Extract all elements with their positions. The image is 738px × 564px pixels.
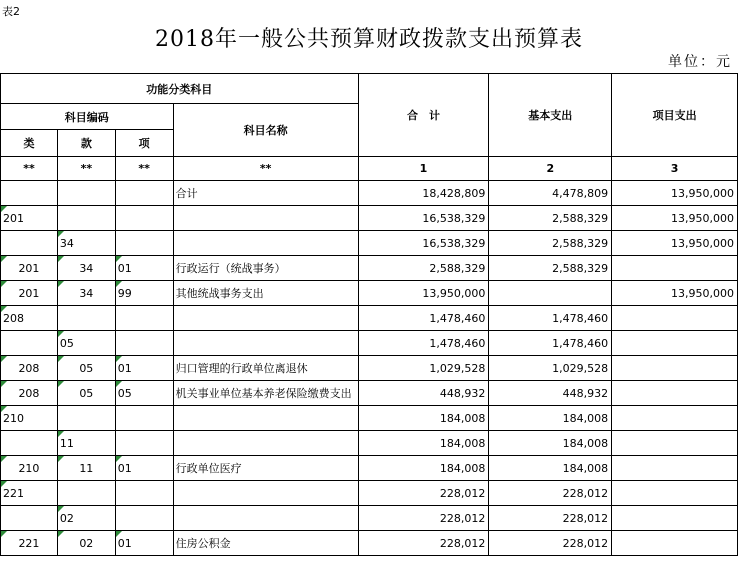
cell-text: 2,588,329 (552, 236, 609, 250)
text-number-flag-icon (58, 281, 64, 287)
text-number-flag-icon (116, 356, 122, 362)
cell-text: 13,950,000 (671, 236, 734, 250)
cell-project (612, 181, 738, 206)
cell-total (358, 381, 489, 406)
cell-xiang (115, 431, 173, 456)
cell-basic (489, 381, 612, 406)
cell-text: 448,932 (439, 386, 486, 400)
cell-total (358, 256, 489, 281)
cell-kuan (57, 331, 115, 356)
cell-xiang (115, 356, 173, 381)
cell-text: 归口管理的行政单位离退休 (175, 362, 308, 375)
cell-text: 13,950,000 (422, 286, 486, 300)
cell-text: 99 (117, 286, 132, 300)
cell-basic (489, 506, 612, 531)
header-kuan: 款 (57, 130, 115, 157)
text-number-flag-icon (58, 381, 64, 387)
cell-text: 01 (117, 361, 132, 375)
cell-total (358, 331, 489, 356)
cell-lei (1, 181, 58, 206)
cell-text: 184,008 (439, 461, 486, 475)
cell-project (612, 281, 738, 306)
cell-name (173, 531, 358, 556)
cell-text: 184,008 (562, 461, 609, 475)
cell-total (358, 406, 489, 431)
cell-lei (1, 331, 58, 356)
cell-project (612, 381, 738, 406)
star-lei: ** (1, 157, 58, 181)
cell-kuan (57, 231, 115, 256)
cell-project (612, 306, 738, 331)
star-name: ** (173, 157, 358, 181)
budget-table (0, 73, 738, 556)
cell-project (612, 356, 738, 381)
cell-name (173, 306, 358, 331)
cell-kuan (57, 456, 115, 481)
cell-lei (1, 406, 58, 431)
cell-total (358, 431, 489, 456)
cell-kuan (57, 406, 115, 431)
cell-basic (489, 231, 612, 256)
cell-text: 228,012 (439, 536, 486, 550)
text-number-flag-icon (58, 356, 64, 362)
cell-basic (489, 331, 612, 356)
cell-xiang (115, 306, 173, 331)
cell-text: 201 (18, 261, 40, 275)
cell-total (358, 481, 489, 506)
cell-project (612, 331, 738, 356)
cell-text: 1,478,460 (429, 311, 486, 325)
cell-lei (1, 356, 58, 381)
cell-basic (489, 481, 612, 506)
text-number-flag-icon (1, 356, 7, 362)
cell-project (612, 506, 738, 531)
cell-text: 184,008 (562, 411, 609, 425)
cell-basic (489, 181, 612, 206)
cell-name (173, 431, 358, 456)
cell-project (612, 406, 738, 431)
table-row (1, 256, 738, 281)
cell-text: 210 (18, 461, 40, 475)
text-number-flag-icon (1, 206, 7, 212)
text-number-flag-icon (1, 406, 7, 412)
table-row (1, 506, 738, 531)
text-number-flag-icon (116, 381, 122, 387)
cell-text: 210 (3, 411, 24, 425)
cell-text: 208 (18, 361, 40, 375)
cell-xiang (115, 281, 173, 306)
cell-text: 184,008 (439, 436, 486, 450)
header-project: 项目支出 (612, 74, 738, 157)
text-number-flag-icon (58, 456, 64, 462)
cell-xiang (115, 406, 173, 431)
col-number-3: 3 (612, 157, 738, 181)
cell-lei (1, 481, 58, 506)
table-row (1, 481, 738, 506)
cell-project (612, 256, 738, 281)
cell-basic (489, 281, 612, 306)
cell-kuan (57, 306, 115, 331)
text-number-flag-icon (1, 256, 7, 262)
cell-text: 01 (117, 461, 132, 475)
cell-project (612, 231, 738, 256)
cell-basic (489, 306, 612, 331)
cell-name (173, 231, 358, 256)
page-title: 2018年一般公共预算财政拨款支出预算表 (155, 27, 583, 52)
cell-project (612, 481, 738, 506)
table-row (1, 206, 738, 231)
cell-text: 16,538,329 (422, 211, 486, 225)
cell-project (612, 431, 738, 456)
text-number-flag-icon (116, 256, 122, 262)
header-xiang: 项 (115, 130, 173, 157)
header-basic: 基本支出 (489, 74, 612, 157)
table-row (1, 181, 738, 206)
cell-text: 1,478,460 (552, 336, 609, 350)
table-number: 表2 (2, 5, 20, 18)
cell-lei (1, 381, 58, 406)
header-name: 科目名称 (173, 104, 358, 157)
col-number-2: 2 (489, 157, 612, 181)
cell-text: 34 (79, 261, 94, 275)
cell-text: 11 (59, 436, 74, 450)
cell-text: 01 (117, 261, 132, 275)
star-kuan: ** (57, 157, 115, 181)
cell-text: 13,950,000 (671, 211, 734, 225)
cell-text: 其他统战事务支出 (175, 287, 264, 300)
header-total: 合 计 (358, 74, 489, 157)
cell-text: 行政单位医疗 (175, 462, 242, 475)
table-row (1, 306, 738, 331)
cell-name (173, 181, 358, 206)
cell-name (173, 331, 358, 356)
text-number-flag-icon (116, 281, 122, 287)
cell-text: 02 (59, 511, 74, 525)
text-number-flag-icon (1, 381, 7, 387)
cell-kuan (57, 256, 115, 281)
cell-text: 05 (79, 386, 94, 400)
cell-project (612, 456, 738, 481)
table-row (1, 456, 738, 481)
cell-text: 13,950,000 (671, 186, 734, 200)
table-row (1, 406, 738, 431)
cell-text: 13,950,000 (671, 286, 734, 300)
table-row (1, 281, 738, 306)
cell-text: 201 (3, 211, 24, 225)
cell-text: 1,029,528 (552, 361, 609, 375)
text-number-flag-icon (1, 531, 7, 537)
cell-project (612, 206, 738, 231)
cell-text: 221 (3, 486, 24, 500)
cell-lei (1, 456, 58, 481)
header-func: 功能分类科目 (1, 74, 359, 104)
cell-text: 16,538,329 (422, 236, 486, 250)
star-xiang: ** (115, 157, 173, 181)
cell-basic (489, 431, 612, 456)
cell-text: 184,008 (439, 411, 486, 425)
cell-total (358, 181, 489, 206)
cell-text: 2,588,329 (552, 261, 609, 275)
cell-text: 机关事业单位基本养老保险缴费支出 (175, 387, 352, 400)
cell-xiang (115, 206, 173, 231)
text-number-flag-icon (58, 431, 64, 437)
cell-xiang (115, 381, 173, 406)
cell-text: 11 (79, 461, 94, 475)
cell-basic (489, 456, 612, 481)
cell-text: 18,428,809 (422, 186, 486, 200)
text-number-flag-icon (116, 531, 122, 537)
cell-lei (1, 256, 58, 281)
text-number-flag-icon (58, 331, 64, 337)
cell-name (173, 506, 358, 531)
cell-xiang (115, 506, 173, 531)
cell-kuan (57, 431, 115, 456)
cell-name (173, 406, 358, 431)
text-number-flag-icon (58, 506, 64, 512)
cell-kuan (57, 381, 115, 406)
cell-text: 228,012 (562, 511, 609, 525)
cell-xiang (115, 181, 173, 206)
table-row (1, 431, 738, 456)
cell-xiang (115, 231, 173, 256)
cell-text: 2,588,329 (429, 261, 486, 275)
cell-kuan (57, 206, 115, 231)
cell-total (358, 356, 489, 381)
cell-text: 1,029,528 (429, 361, 486, 375)
cell-text: 05 (79, 361, 94, 375)
header-lei: 类 (1, 130, 58, 157)
cell-xiang (115, 456, 173, 481)
cell-kuan (57, 281, 115, 306)
text-number-flag-icon (1, 281, 7, 287)
cell-xiang (115, 531, 173, 556)
cell-xiang (115, 331, 173, 356)
text-number-flag-icon (1, 456, 7, 462)
cell-text: 448,932 (562, 386, 609, 400)
cell-total (358, 281, 489, 306)
cell-basic (489, 206, 612, 231)
cell-text: 228,012 (439, 486, 486, 500)
cell-text: 住房公积金 (175, 537, 231, 550)
cell-text: 228,012 (439, 511, 486, 525)
cell-xiang (115, 481, 173, 506)
cell-total (358, 506, 489, 531)
table-row (1, 381, 738, 406)
table-row (1, 531, 738, 556)
cell-name (173, 456, 358, 481)
cell-lei (1, 306, 58, 331)
cell-text: 34 (59, 236, 74, 250)
cell-text: 合计 (175, 187, 198, 200)
text-number-flag-icon (58, 231, 64, 237)
cell-text: 34 (79, 286, 94, 300)
table-row (1, 356, 738, 381)
cell-text: 221 (18, 536, 40, 550)
cell-text: 4,478,809 (552, 186, 609, 200)
text-number-flag-icon (58, 256, 64, 262)
text-number-flag-icon (1, 306, 7, 312)
cell-total (358, 306, 489, 331)
table-row (1, 231, 738, 256)
cell-lei (1, 506, 58, 531)
header-code: 科目编码 (1, 104, 174, 130)
cell-text: 201 (18, 286, 40, 300)
text-number-flag-icon (1, 481, 7, 487)
cell-text: 184,008 (562, 436, 609, 450)
col-number-1: 1 (358, 157, 489, 181)
cell-text: 05 (59, 336, 74, 350)
cell-text: 2,588,329 (552, 211, 609, 225)
cell-text: 01 (117, 536, 132, 550)
cell-name (173, 206, 358, 231)
cell-lei (1, 281, 58, 306)
cell-text: 1,478,460 (552, 311, 609, 325)
cell-text: 228,012 (562, 536, 609, 550)
cell-total (358, 231, 489, 256)
cell-name (173, 481, 358, 506)
cell-kuan (57, 181, 115, 206)
table-row (1, 331, 738, 356)
cell-kuan (57, 506, 115, 531)
cell-text: 208 (18, 386, 40, 400)
unit-label: 单位：元 (668, 54, 732, 70)
cell-lei (1, 431, 58, 456)
cell-text: 208 (3, 311, 24, 325)
cell-text: 1,478,460 (429, 336, 486, 350)
cell-kuan (57, 356, 115, 381)
cell-name (173, 256, 358, 281)
text-number-flag-icon (116, 456, 122, 462)
cell-name (173, 356, 358, 381)
cell-text: 228,012 (562, 486, 609, 500)
cell-total (358, 456, 489, 481)
cell-name (173, 281, 358, 306)
cell-basic (489, 531, 612, 556)
cell-text: 05 (117, 386, 132, 400)
text-number-flag-icon (58, 531, 64, 537)
cell-kuan (57, 531, 115, 556)
cell-kuan (57, 481, 115, 506)
cell-basic (489, 356, 612, 381)
cell-total (358, 206, 489, 231)
cell-xiang (115, 256, 173, 281)
cell-basic (489, 256, 612, 281)
cell-lei (1, 231, 58, 256)
cell-text: 02 (79, 536, 94, 550)
cell-total (358, 531, 489, 556)
cell-basic (489, 406, 612, 431)
cell-lei (1, 531, 58, 556)
cell-text: 行政运行（统战事务） (175, 262, 286, 275)
cell-project (612, 531, 738, 556)
cell-name (173, 381, 358, 406)
cell-lei (1, 206, 58, 231)
